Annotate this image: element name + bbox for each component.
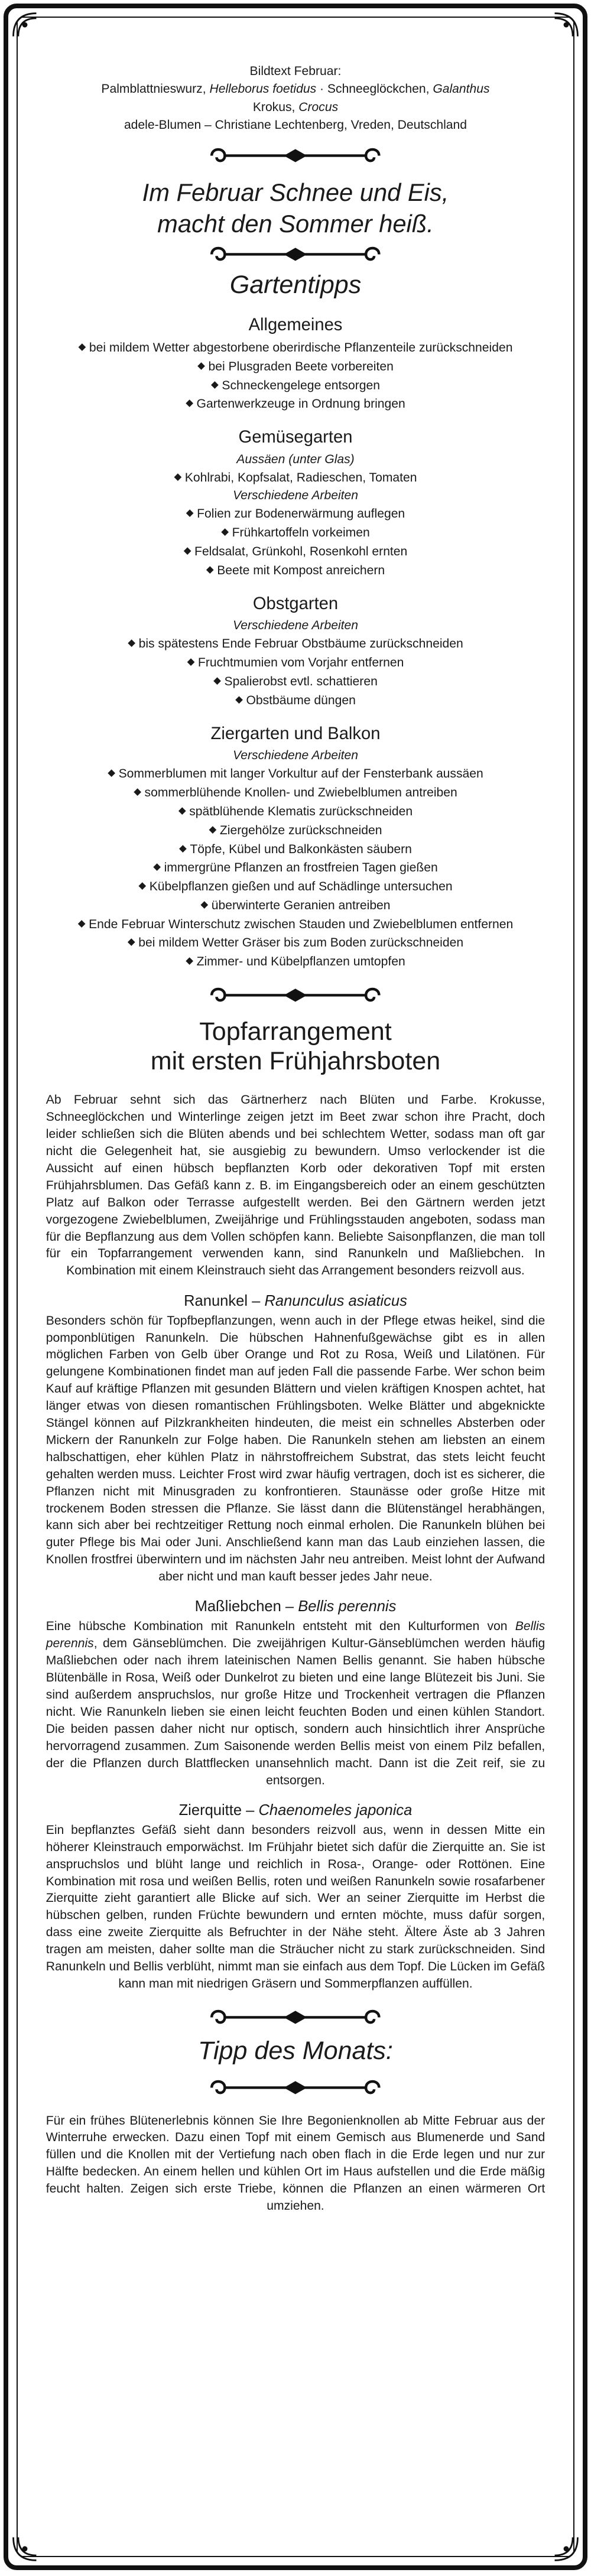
tip-item	[46, 376, 545, 395]
caption-plants-line	[46, 99, 545, 117]
tip-list	[46, 338, 545, 413]
section-subtitle: Aussäen (unter Glas)	[236, 453, 355, 467]
tip-text: bis spätestens Ende Februar Obstbäume zurückschneiden	[138, 637, 463, 651]
tip-text: Fruchtmumien vom Vorjahr entfernen	[197, 655, 404, 669]
section-title: Obstgarten	[252, 594, 339, 613]
caption-text: · Schneeglöckchen,	[316, 82, 433, 96]
plant-text-zierquitte: Ein bepflanztes Gefäß sieht dann besonders reizvoll aus, wenn in dessen Mitte ein höherer Kleinstrauch emporwächst. Im Frühjahr bietet sich dafür die Zierquitte an. Sie ist anspruchslos und blüht lange und reichlich in Rosa-, Orange- oder Rottönen. Eine Kombination mit rosa und weißen Bellis, roten und weißen Ranunkeln sowie rosafarbener Zierquitte zieht garantiert alle Blicke auf sich. Wer an seiner Zierquitte im Herbst die hübschen gelben, runden Früchte bewundern und ernten möchte, muss dafür sorgen, dass eine zweite Zierquitte als Befruchter in der Nähe steht. Ältere Äste ab 3 Jahren tragen am meisten, daher sollte man die Sträucher nicht zu stark zurückschneiden. Sind Ranunkeln und Bellis verblüht, nimmt man sie einfach aus dem Topf. Die Lücken im Gefäß kann man mit niedrigen Gräsern und Sommerpflanzen auffüllen.	[46, 1823, 545, 1990]
tip-list	[46, 634, 545, 709]
diamond-bullet-icon: ◆	[138, 880, 147, 892]
tip-item	[46, 858, 545, 877]
tip-item	[46, 542, 545, 561]
section-ziergarten	[46, 723, 545, 971]
content-column	[46, 63, 545, 2215]
diamond-bullet-icon: ◆	[197, 359, 205, 371]
tip-item	[46, 896, 545, 915]
diamond-bullet-icon: ◆	[186, 955, 194, 967]
caption-text: Krokus,	[252, 100, 299, 114]
plant-latin-name: Chaenomeles japonica	[258, 1801, 413, 1819]
tip-text: Obstbäume düngen	[246, 693, 356, 707]
tip-text: Ziergehölze zurückschneiden	[219, 823, 382, 837]
ornamental-swirl-divider-icon	[205, 2076, 386, 2099]
tip-text: Kohlrabi, Kopfsalat, Radieschen, Tomaten	[184, 471, 417, 485]
tip-list	[46, 468, 545, 487]
ornamental-swirl-divider-icon	[205, 984, 386, 1007]
tip-text: Töpfe, Kübel und Balkonkästen säubern	[190, 842, 412, 856]
plant-name: Maßliebchen –	[194, 1598, 298, 1615]
diamond-bullet-icon: ◆	[183, 544, 191, 556]
tip-text: Gartenwerkzeuge in Ordnung bringen	[196, 397, 405, 411]
corner-ornament-icon	[551, 10, 581, 40]
article-title-line: mit ersten Frühjahrsboten	[150, 1046, 441, 1075]
caption-plants-line	[46, 80, 545, 99]
tip-text: Sommerblumen mit langer Vorkultur auf der Fensterbank aussäen	[118, 767, 483, 781]
section-title: Allgemeines	[248, 315, 343, 334]
section-obstgarten	[46, 593, 545, 710]
diamond-bullet-icon: ◆	[178, 804, 186, 816]
plant-heading-zierquitte	[46, 1801, 545, 1820]
ornamental-swirl-divider-icon	[205, 144, 386, 167]
tip-list	[46, 764, 545, 970]
plant-latin-name: Ranunculus asiaticus	[264, 1292, 407, 1309]
article-title	[46, 1017, 545, 1076]
diamond-bullet-icon: ◆	[78, 341, 86, 353]
tip-text: Spalierobst evtl. schattieren	[224, 674, 378, 688]
diamond-bullet-icon: ◆	[186, 397, 193, 409]
tip-item	[46, 802, 545, 821]
tipp-des-monats-text: Für ein frühes Blütenerlebnis können Sie Ihre Begonienknollen ab Mitte Februar aus der Winterruhe erwecken. Dazu einen Topf mit einem Gemisch aus Blumenerde und Sand füllen und die Knollen mit der Vertiefung nach oben flach in die Erde legen und nur zur Hälfte bedecken. An einem hellen und kühlen Ort im Haus aufstellen und die Erde mäßig feucht halten. Zeigen sich erste Triebe, können die Pflanzen an einen wärmeren Ort umziehen.	[46, 2113, 545, 2213]
section-title: Ziergarten und Balkon	[210, 724, 381, 743]
tip-text: sommerblühende Knollen- und Zwiebelblumen antreiben	[144, 785, 457, 799]
tip-text: bei mildem Wetter Gräser bis zum Boden zurückschneiden	[138, 936, 464, 950]
section-subtitle: Verschiedene Arbeiten	[232, 749, 358, 763]
diamond-bullet-icon: ◆	[211, 378, 219, 390]
section-subtitle: Verschiedene Arbeiten	[232, 489, 358, 503]
diamond-bullet-icon: ◆	[206, 563, 214, 575]
section-gemuesegarten	[46, 426, 545, 579]
tip-item	[46, 877, 545, 896]
diamond-bullet-icon: ◆	[187, 656, 195, 668]
tip-item	[46, 915, 545, 934]
diamond-bullet-icon: ◆	[128, 637, 136, 649]
plant-latin-name: Bellis perennis	[298, 1598, 397, 1615]
diamond-bullet-icon: ◆	[153, 861, 161, 873]
tip-text: Frühkartoffeln vorkeimen	[232, 525, 370, 539]
gartentipps-heading: Gartentipps	[229, 270, 362, 299]
caption-latin: Crocus	[298, 100, 339, 114]
tip-item	[46, 764, 545, 783]
tip-item	[46, 653, 545, 672]
diamond-bullet-icon: ◆	[108, 767, 116, 779]
proverb-line: Im Februar Schnee und Eis,	[142, 178, 449, 206]
tip-text: Schneckengelege entsorgen	[222, 378, 380, 392]
caption-latin: Galanthus	[433, 82, 490, 96]
diamond-bullet-icon: ◆	[134, 786, 141, 798]
diamond-bullet-icon: ◆	[174, 471, 182, 483]
tip-text: immergrüne Pflanzen an frostfreien Tagen gießen	[164, 861, 438, 875]
plant-name: Ranunkel –	[184, 1292, 265, 1309]
tip-item	[46, 357, 545, 376]
tip-item	[46, 338, 545, 357]
plant-name: Zierquitte –	[178, 1801, 259, 1819]
diamond-bullet-icon: ◆	[200, 898, 209, 910]
plant-text-ranunkel: Besonders schön für Topfbepflanzungen, wenn auch in der Pflege etwas heikel, sind die pomponblütigen Ranunkeln. Die hübschen Hahnenfußgewächse gibt es in allen möglichen Farben von Gelb über Orange und Rot zu Rosa, Weiß und Lilatönen. Für gelungene Kombinationen findet man auf jeden Fall die passende Farbe. Wer schon beim Kauf auf kräftige Pflanzen mit gesunden Blättern und vielen kräftigen Knospen achtet, hat länger etwas von diesen romantischen Frühlingsboten. Welke Blätter und abgeknickte Stängel können auf Pilzkrankheiten hindeuten, die meist ein schnelles Absterben oder Mickern der Ranunkeln zur Folge haben. Die Ranunkeln stehen am liebsten an einem halbschattigen, eher kühlen Platz in nährstoffreichem Substrat, das stets leicht feucht gehalten werden muss. Leichter Frost wird zwar häufig vertragen, doch ist es sicherer, die Pflanzen nicht mit Minusgraden zu konfrontieren. Staunässe oder große Hitze mit trockenem Boden stressen die Pflanze. Sie lässt dann die Blütenstängel herabhängen, kann sich aber bei rechtzeitiger Rettung noch einmal erholen. Die Ranunkeln blühen bei guter Pflege bis Mai oder Juni. Anschließend kann man das Laub einziehen lassen, die Knollen frostfrei überwintern und im nächsten Jahr neu antreiben. Meist lohnt der Aufwand aber nicht und man kauft besser jedes Jahr neue.	[46, 1313, 545, 1584]
section-title: Gemüsegarten	[238, 428, 353, 447]
tip-item	[46, 394, 545, 413]
tip-item	[46, 783, 545, 802]
tip-text: Folien zur Bodenerwärmung auflegen	[197, 506, 405, 521]
tip-item	[46, 523, 545, 542]
image-caption	[46, 63, 545, 135]
plant-text-part: , dem Gänseblümchen. Die zweijährigen Kultur-Gänseblümchen werden häufig Maßliebchen oder nach ihrem lateinischen Namen Bellis genannt. Sie haben hübsche Blütenbälle in Rosa, Weiß oder Dunkelrot zu bieten und eine lange Blütezeit bis Juni. Sie sind außerdem anspruchslos, nur große Hitze und Trockenheit vertragen die Pflanzen nicht. Wie Ranunkeln lieben sie einen leicht feuchten Boden und einen kühlen Standort. Die beiden passen daher nicht nur optisch, sondern auch hinsichtlich ihrer Ansprüche hervorragend zusammen. Zum Saisonende werden Bellis meist von einem Pilz befallen, der die Pflanzen durch Blattflecken unansehnlich macht. Dann ist die Zeit reif, sie zu entsorgen.	[46, 1637, 545, 1787]
corner-ornament-icon	[10, 2534, 40, 2564]
tip-item	[46, 504, 545, 523]
tip-text: spätblühende Klematis zurückschneiden	[189, 804, 413, 818]
diamond-bullet-icon: ◆	[77, 917, 86, 929]
corner-ornament-icon	[10, 10, 40, 40]
plant-text-part: Eine hübsche Kombination mit Ranunkeln entsteht mit den Kulturformen von	[46, 1619, 515, 1634]
tip-item	[46, 672, 545, 691]
tip-item	[46, 952, 545, 971]
diamond-bullet-icon: ◆	[209, 823, 217, 835]
tip-item	[46, 840, 545, 858]
article-intro: Ab Februar sehnt sich das Gärtnerherz nach Blüten und Farbe. Krokusse, Schneeglöckchen und Winterlinge zeigen jetzt im Beet zwar schon ihre Pracht, doch leider schließen sich die Blüten abends und bei schlechtem Wetter, sodass man oft gar nicht die Gelegenheit hat, sie ausgiebig zu bewundern. Umso verlockender ist die Aussicht auf einen hübsch bepflanzten Korb oder dekorativen Topf mit ersten Frühjahrsblumen. Das Gefäß kann z. B. im Eingangsbereich oder an einem geschützten Platz auf Balkon oder Terrasse aufgestellt werden. Bei den Gärtnern werden jetzt vorgezogene Zwiebelblumen, Zweijährige und Frühlingsstauden angeboten, sodass man für die Bepflanzung aus dem Vollen schöpfen kann. Beliebte Saisonpflanzen, die man toll für ein Topfarrangement verwenden kann, sind Ranunkeln und Maßliebchen. In Kombination mit einem Kleinstrauch sieht das Arrangement besonders reizvoll aus.	[46, 1093, 545, 1278]
tipp-des-monats-heading: Tipp des Monats:	[198, 2037, 393, 2066]
diamond-bullet-icon: ◆	[235, 693, 243, 705]
tip-item	[46, 634, 545, 653]
tip-item	[46, 821, 545, 840]
proverb-line: macht den Sommer heiß.	[157, 209, 434, 238]
tip-text: überwinterte Geranien antreiben	[211, 898, 391, 912]
tip-text: Zimmer- und Kübelpflanzen umtopfen	[196, 954, 405, 968]
plant-heading-ranunkel	[46, 1292, 545, 1311]
tip-text: bei mildem Wetter abgestorbene oberirdische Pflanzenteile zurückschneiden	[89, 340, 513, 354]
tip-text: Feldsalat, Grünkohl, Rosenkohl ernten	[194, 544, 408, 558]
tip-item	[46, 561, 545, 580]
caption-latin: Helleborus foetidus	[209, 82, 317, 96]
diamond-bullet-icon: ◆	[186, 507, 194, 519]
diamond-bullet-icon: ◆	[127, 936, 135, 948]
diamond-bullet-icon: ◆	[179, 842, 187, 854]
diamond-bullet-icon: ◆	[221, 525, 229, 537]
tip-item	[46, 691, 545, 710]
tip-item	[46, 468, 545, 487]
section-subtitle: Verschiedene Arbeiten	[232, 619, 358, 633]
tip-text: Beete mit Kompost anreichern	[217, 563, 385, 577]
ornamental-swirl-divider-icon	[205, 2006, 386, 2029]
diamond-bullet-icon: ◆	[213, 674, 221, 686]
caption-text: Palmblattnieswurz,	[101, 82, 210, 96]
tip-text: Ende Februar Winterschutz zwischen Stauden und Zwiebelblumen entfernen	[89, 917, 514, 931]
plant-text-massliebchen	[46, 1618, 545, 1789]
tip-item	[46, 933, 545, 952]
article-title-line: Topfarrangement	[199, 1017, 392, 1046]
plant-heading-massliebchen	[46, 1597, 545, 1616]
corner-ornament-icon	[551, 2534, 581, 2564]
tip-list	[46, 504, 545, 579]
month-proverb	[46, 177, 545, 240]
ornamental-swirl-divider-icon	[205, 243, 386, 266]
plant-latin-inline: Bellis perennis	[46, 1619, 545, 1651]
tip-text: bei Plusgraden Beete vorbereiten	[208, 359, 394, 373]
tip-text: Kübelpflanzen gießen und auf Schädlinge untersuchen	[149, 879, 453, 893]
caption-title: Bildtext Februar:	[249, 64, 342, 78]
section-allgemeines	[46, 314, 545, 414]
caption-credit: adele-Blumen – Christiane Lechtenberg, Vreden, Deutschland	[124, 118, 467, 132]
